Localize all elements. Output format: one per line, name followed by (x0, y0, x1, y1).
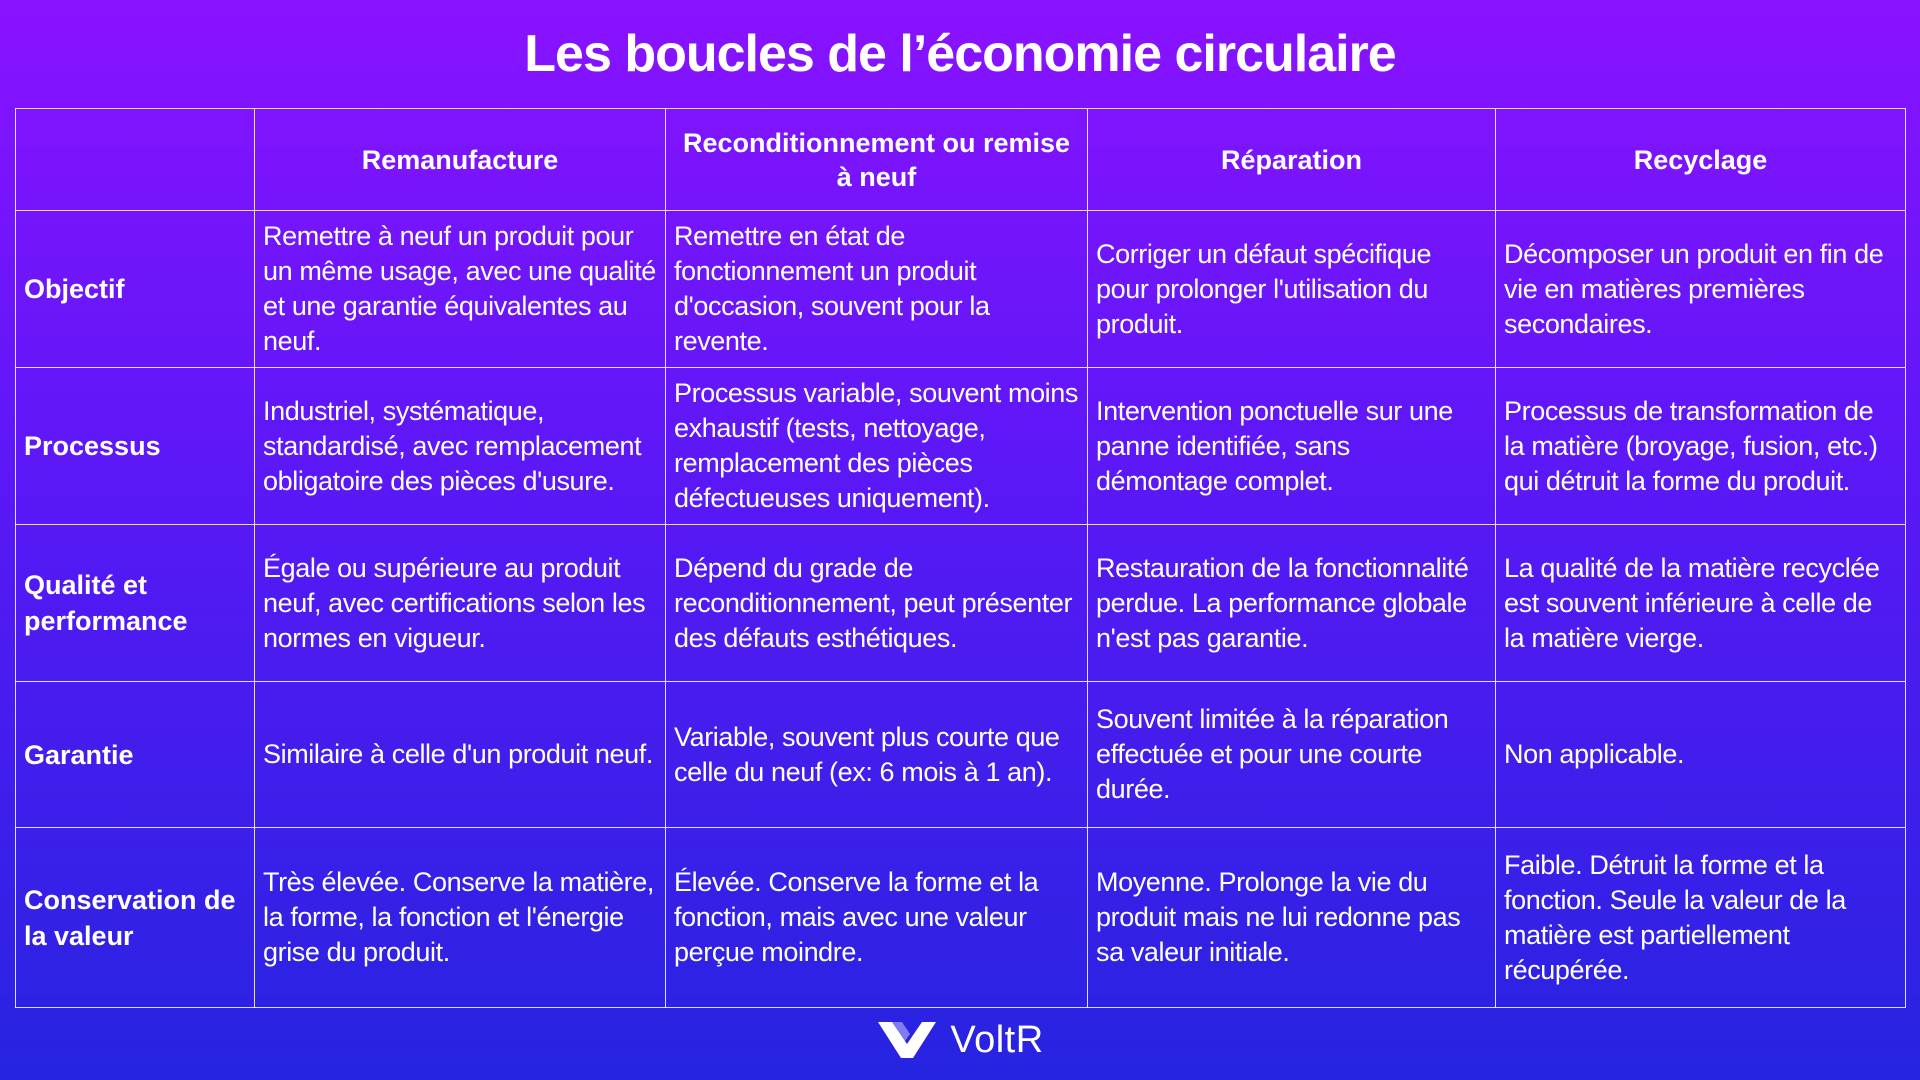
footer-brand (0, 1018, 1920, 1062)
table-cell: Corriger un défaut spécifique pour prolonger l'utilisation du produit. (1088, 211, 1496, 368)
table-row-garantie (16, 682, 1906, 828)
row-header: Conservation de la valeur (16, 828, 255, 1008)
row-header: Processus (16, 368, 255, 525)
table-cell: Remettre en état de fonctionnement un produit d'occasion, souvent pour la revente. (666, 211, 1088, 368)
brand-name: VoltR (950, 1018, 1044, 1061)
table-cell: Faible. Détruit la forme et la fonction. Seule la valeur de la matière est partiellement récupérée. (1496, 828, 1906, 1008)
table-cell: Égale ou supérieure au produit neuf, avec certifications selon les normes en vigueur. (255, 525, 666, 682)
column-header-remanufacture: Remanufacture (255, 109, 666, 211)
table-row-qualite (16, 525, 1906, 682)
column-header-reconditionnement: Reconditionnement ou remise à neuf (666, 109, 1088, 211)
table-cell: Processus variable, souvent moins exhaustif (tests, nettoyage, remplacement des pièces défectueuses uniquement). (666, 368, 1088, 525)
table-cell: Restauration de la fonctionnalité perdue. La performance globale n'est pas garantie. (1088, 525, 1496, 682)
table-corner-cell (16, 109, 255, 211)
table-cell: Remettre à neuf un produit pour un même usage, avec une qualité et une garantie équivalentes au neuf. (255, 211, 666, 368)
table-cell: Souvent limitée à la réparation effectuée et pour une courte durée. (1088, 682, 1496, 828)
table-header-row (16, 109, 1906, 211)
table-cell: Très élevée. Conserve la matière, la forme, la fonction et l'énergie grise du produit. (255, 828, 666, 1008)
table-cell: Dépend du grade de reconditionnement, peut présenter des défauts esthétiques. (666, 525, 1088, 682)
table-row-objectif (16, 211, 1906, 368)
table-cell: Similaire à celle d'un produit neuf. (255, 682, 666, 828)
table-cell: La qualité de la matière recyclée est souvent inférieure à celle de la matière vierge. (1496, 525, 1906, 682)
table-cell: Processus de transformation de la matière (broyage, fusion, etc.) qui détruit la forme du produit. (1496, 368, 1906, 525)
page-title: Les boucles de l’économie circulaire (524, 25, 1396, 83)
row-header: Garantie (16, 682, 255, 828)
table-cell: Variable, souvent plus courte que celle du neuf (ex: 6 mois à 1 an). (666, 682, 1088, 828)
table-cell: Moyenne. Prolonge la vie du produit mais ne lui redonne pas sa valeur initiale. (1088, 828, 1496, 1008)
table-cell: Intervention ponctuelle sur une panne identifiée, sans démontage complet. (1088, 368, 1496, 525)
voltr-logo-icon (876, 1018, 938, 1062)
circular-economy-table (15, 108, 1906, 1008)
table-cell: Industriel, systématique, standardisé, avec remplacement obligatoire des pièces d'usure. (255, 368, 666, 525)
table-cell: Décomposer un produit en fin de vie en matières premières secondaires. (1496, 211, 1906, 368)
row-header: Qualité et performance (16, 525, 255, 682)
table-cell: Non applicable. (1496, 682, 1906, 828)
table-row-processus (16, 368, 1906, 525)
row-header: Objectif (16, 211, 255, 368)
column-header-recyclage: Recyclage (1496, 109, 1906, 211)
column-header-reparation: Réparation (1088, 109, 1496, 211)
table-row-conservation (16, 828, 1906, 1008)
table-cell: Élevée. Conserve la forme et la fonction, mais avec une valeur perçue moindre. (666, 828, 1088, 1008)
